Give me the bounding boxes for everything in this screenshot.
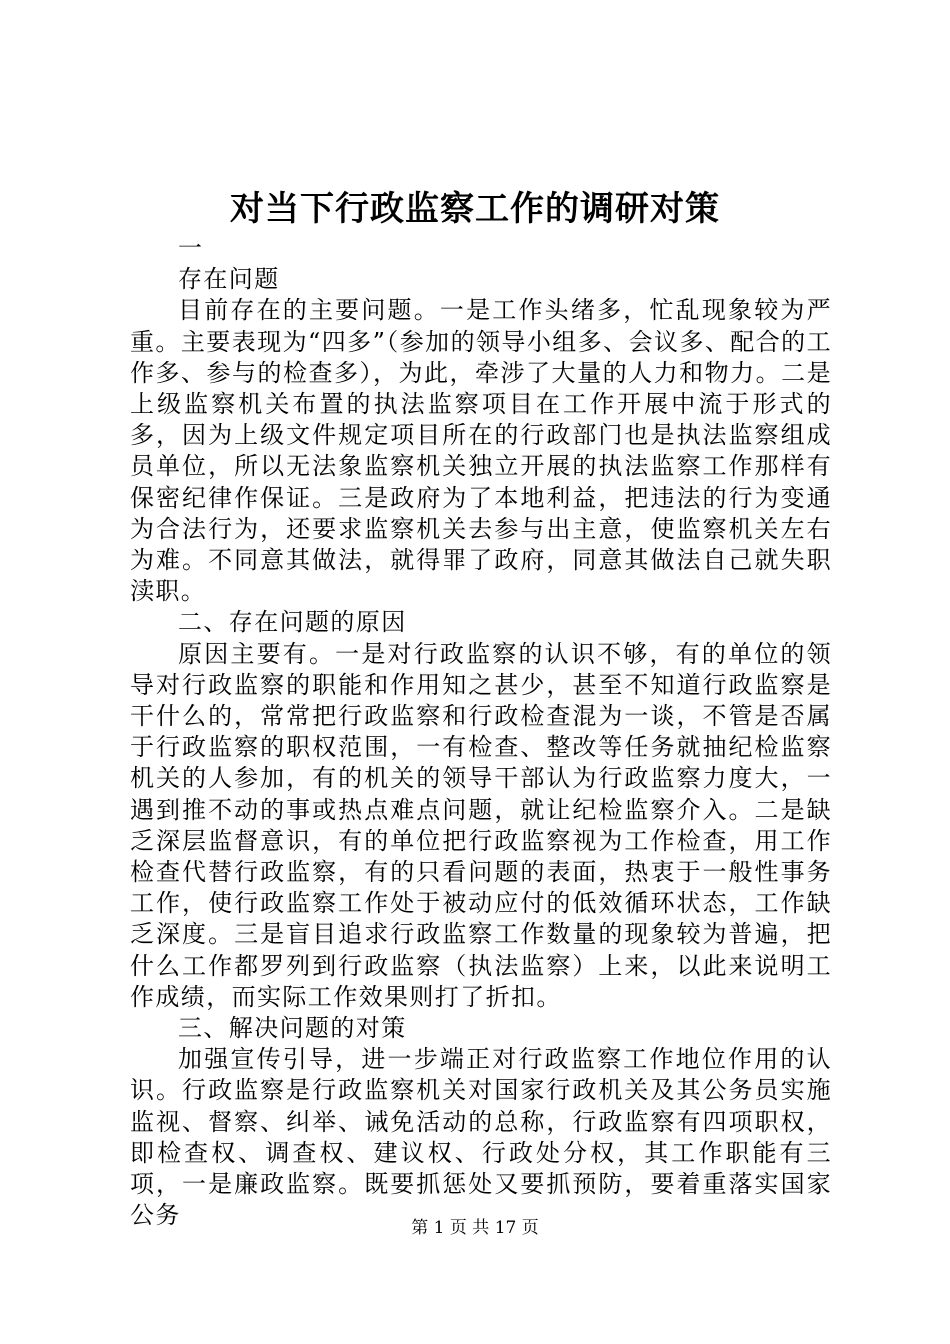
paragraph-problems: 目前存在的主要问题。一是工作头绪多，忙乱现象较为严重。主要表现为“四多”（参加的领导小组多、会议多、配合的工作多、参与的检查多），为此，牵涉了大量的人力和物力。二是上级监察机关布置的执法监察项目在工作开展中流于形式的多，因为上级文件规定项目所在的行政部门也是执法监察组成员单位，所以无法象监察机关独立开展的执法监察工作那样有保密纪律作保证。三是政府为了本地利益，把违法的行为变通为合法行为，还要求监察机关去参与出主意，使监察机关左右为难。不同意其做法，就得罪了政府，同意其做法自己就失职渎职。 <box>130 296 832 606</box>
section-heading-causes: 二、存在问题的原因 <box>178 608 407 637</box>
document-title: 对当下行政监察工作的调研对策 <box>230 189 720 229</box>
page-footer: 第 1 页 共 17 页 <box>411 1218 539 1238</box>
paragraph-solutions: 加强宣传引导，进一步端正对行政监察工作地位作用的认识。行政监察是行政监察机关对国家行政机关及其公务员实施监视、督察、纠举、诫免活动的总称，行政监察有四项职权，即检查权、调查权、建议权、行政处分权，其工作职能有三项，一是廉政监察。既要抓惩处又要抓预防，要着重落实国家公务 <box>130 1045 832 1230</box>
document-body <box>130 233 832 1232</box>
paragraph-causes: 原因主要有。一是对行政监察的认识不够，有的单位的领导对行政监察的职能和作用知之甚少，甚至不知道行政监察是干什么的，常常把行政监察和行政检查混为一谈，不管是否属于行政监察的职权范围，一有检查、整改等任务就抽纪检监察机关的人参加，有的机关的领导干部认为行政监察力度大，一遇到推不动的事或热点难点问题，就让纪检监察介入。二是缺乏深层监督意识，有的单位把行政监察视为工作检查，用工作检查代替行政监察，有的只看问题的表面，热衷于一般性事务工作，使行政监察工作处于被动应付的低效循环状态，工作缺乏深度。三是盲目追求行政监察工作数量的现象较为普遍，把什么工作都罗列到行政监察（执法监察）上来，以此来说明工作成绩，而实际工作效果则打了折扣。 <box>130 639 832 1011</box>
section-heading-problems: 存在问题 <box>178 265 280 294</box>
section-number: 一 <box>178 234 204 262</box>
section-heading-solutions: 三、解决问题的对策 <box>178 1014 407 1043</box>
